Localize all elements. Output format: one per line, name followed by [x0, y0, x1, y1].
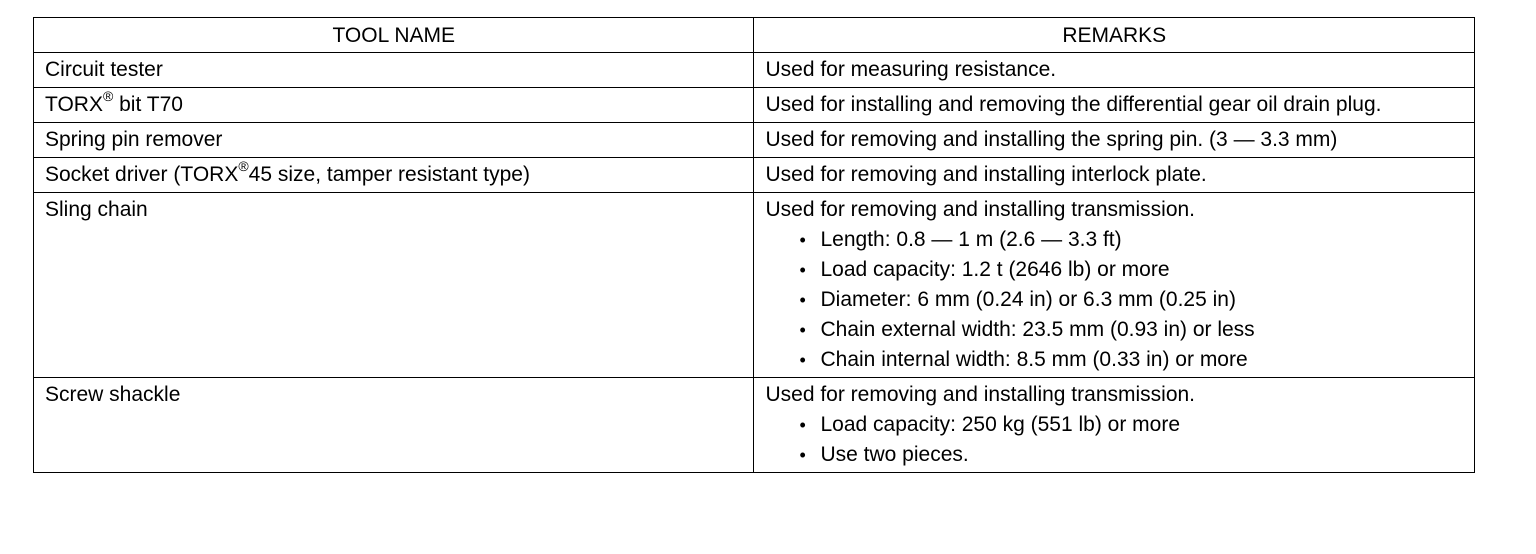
tools-table [33, 17, 1475, 473]
registered-mark: ® [238, 158, 249, 174]
list-item [797, 285, 1463, 315]
tool-cell: Spring pin remover [34, 123, 754, 158]
table-header [34, 18, 1475, 53]
remarks-header: REMARKS [754, 18, 1475, 53]
list-item [797, 255, 1463, 285]
list-item [797, 410, 1463, 440]
table-row [34, 193, 1475, 378]
list-item-text: Diameter: 6 mm (0.24 in) or 6.3 mm (0.25 in) [820, 288, 1236, 311]
tool-cell: Circuit tester [34, 53, 754, 88]
registered-mark: ® [102, 88, 114, 104]
list-item [797, 315, 1463, 345]
table-body [34, 53, 1475, 473]
table-row [34, 158, 1475, 193]
remark-cell: Used for removing and installing the spring pin. (3 — 3.3 mm) [754, 123, 1475, 158]
list-item-text: Use two pieces. [820, 443, 969, 466]
tool-text: Socket driver (TORX [45, 163, 239, 186]
list-item-text: Load capacity: 1.2 t (2646 lb) or more [820, 258, 1170, 281]
header-row [34, 18, 1475, 53]
remark-cell: Used for removing and installing interlock plate. [754, 158, 1475, 193]
bullet-icon: • [799, 230, 806, 250]
tool-text: 45 size, tamper resistant type) [248, 163, 530, 186]
bullet-icon: • [799, 290, 806, 310]
remark-text: Used for removing and installing transmission. [765, 383, 1196, 406]
bullet-icon: • [799, 445, 806, 465]
tool-cell: Screw shackle [34, 378, 754, 473]
bullet-icon: • [799, 415, 806, 435]
tool-cell [34, 158, 754, 193]
table-row [34, 53, 1475, 88]
bullet-icon: • [799, 260, 806, 280]
tool-name-header: TOOL NAME [34, 18, 754, 53]
bullet-icon: • [799, 320, 806, 340]
list-item-text: Load capacity: 250 kg (551 lb) or more [820, 413, 1181, 436]
bullet-icon: • [799, 350, 806, 370]
list-item-text: Chain external width: 23.5 mm (0.93 in) or less [820, 318, 1255, 341]
remark-cell: Used for installing and removing the differential gear oil drain plug. [754, 88, 1475, 123]
list-item [797, 345, 1463, 375]
tool-text: bit T70 [113, 93, 183, 116]
list-item [797, 440, 1463, 470]
remark-cell: Used for measuring resistance. [754, 53, 1475, 88]
list-item-text: Chain internal width: 8.5 mm (0.33 in) or more [820, 348, 1248, 371]
bullet-list [765, 225, 1463, 375]
table-row [34, 378, 1475, 473]
tool-cell [34, 88, 754, 123]
remark-cell [754, 378, 1475, 473]
remark-text: Used for removing and installing transmission. [765, 198, 1196, 221]
bullet-list [765, 410, 1463, 470]
table-row [34, 88, 1475, 123]
tool-cell: Sling chain [34, 193, 754, 378]
remark-cell [754, 193, 1475, 378]
table-row [34, 123, 1475, 158]
list-item-text: Length: 0.8 — 1 m (2.6 — 3.3 ft) [820, 228, 1122, 251]
list-item [797, 225, 1463, 255]
tool-text: TORX [45, 93, 103, 116]
